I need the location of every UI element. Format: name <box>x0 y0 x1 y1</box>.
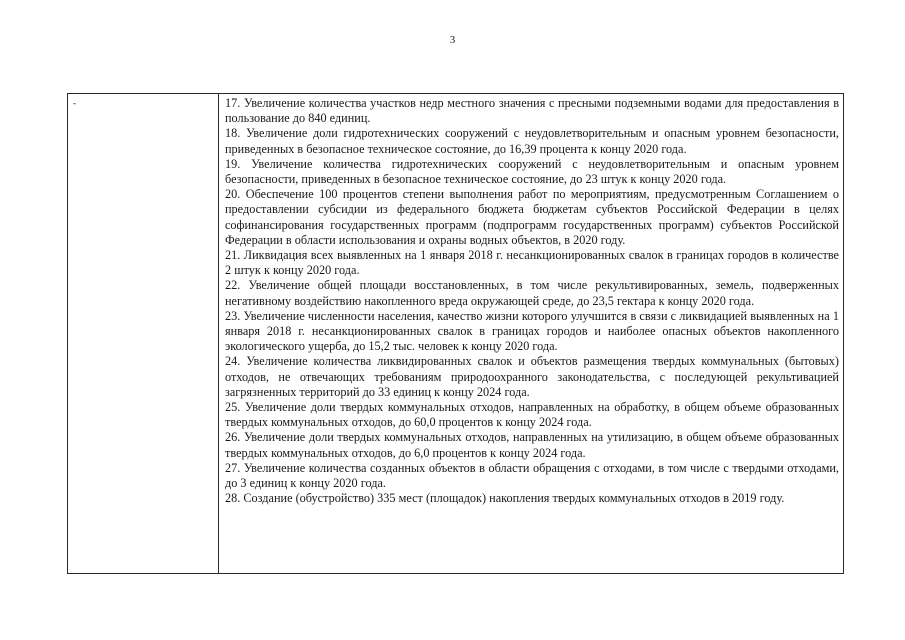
list-item: 26. Увеличение доли твердых коммунальных отходов, направленных на утилизацию, в общем объеме образованных твердых коммунальных отходов, до 6,0 процентов к концу 2024 года. <box>225 430 839 460</box>
table-left-cell <box>68 94 219 573</box>
list-item: 19. Увеличение количества гидротехнических сооружений с неудовлетворительным и опасным уровнем безопасности, приведенных в безопасное техническое состояние, до 23 штук к концу 2020 года. <box>225 156 839 187</box>
list-item: 21. Ликвидация всех выявленных на 1 января 2018 г. несанкционированных свалок в границах городов в количестве 2 штук к концу 2020 года. <box>225 248 839 278</box>
left-cell-mark: - <box>73 98 76 108</box>
page-number: 3 <box>449 34 456 46</box>
list-item: 18. Увеличение доли гидротехнических сооружений с неудовлетворительным и опасным уровнем безопасности, приведенных в безопасное техническое состояние, до 16,39 процента к концу 2020 года. <box>225 126 839 156</box>
list-item: 23. Увеличение численности населения, качество жизни которого улучшится в связи с ликвидацией выявленных на 1 января 2018 г. несанкционированных свалок в границах городов и наиболее опасных объектов накопленного экологического ущерба, до 15,2 тыс. человек к концу 2020 года. <box>225 308 839 354</box>
list-item: 27. Увеличение количества созданных объектов в области обращения с отходами, в том числе с твердыми отходами, до 3 единиц к концу 2020 года. <box>225 460 839 491</box>
document-table <box>67 93 844 574</box>
list-item: 24. Увеличение количества ликвидированных свалок и объектов размещения твердых коммунальных (бытовых) отходов, не отвечающих требованиям природоохранного законодательства, с последующей рекультивацией загрязненных территорий до 33 единиц к концу 2024 года. <box>225 354 839 399</box>
list-item: 20. Обеспечение 100 процентов степени выполнения работ по мероприятиям, предусмотренным Соглашением о предоставлении субсидии из федерального бюджета бюджетам субъектов Российской Федерации в целях софинансирования государственных программ (подпрограмм государственных программ) субъектов Российской Федерации в области использования и охраны водных объектов, в 2020 году. <box>225 187 839 247</box>
list-item: 17. Увеличение количества участков недр местного значения с пресными подземными водами для предоставления в пользование до 840 единиц. <box>225 96 839 126</box>
list-item: 25. Увеличение доли твердых коммунальных отходов, направленных на обработку, в общем объеме образованных твердых коммунальных отходов, до 60,0 процентов к концу 2024 года. <box>225 400 839 430</box>
list-item: 28. Создание (обустройство) 335 мест (площадок) накопления твердых коммунальных отходов в 2019 году. <box>225 491 785 506</box>
table-right-cell <box>219 94 843 573</box>
list-item: 22. Увеличение общей площади восстановленных, в том числе рекультивированных, земель, подверженных негативному воздействию накопленного вреда окружающей среде, до 23,5 гектара к концу 2020 года. <box>225 278 839 308</box>
